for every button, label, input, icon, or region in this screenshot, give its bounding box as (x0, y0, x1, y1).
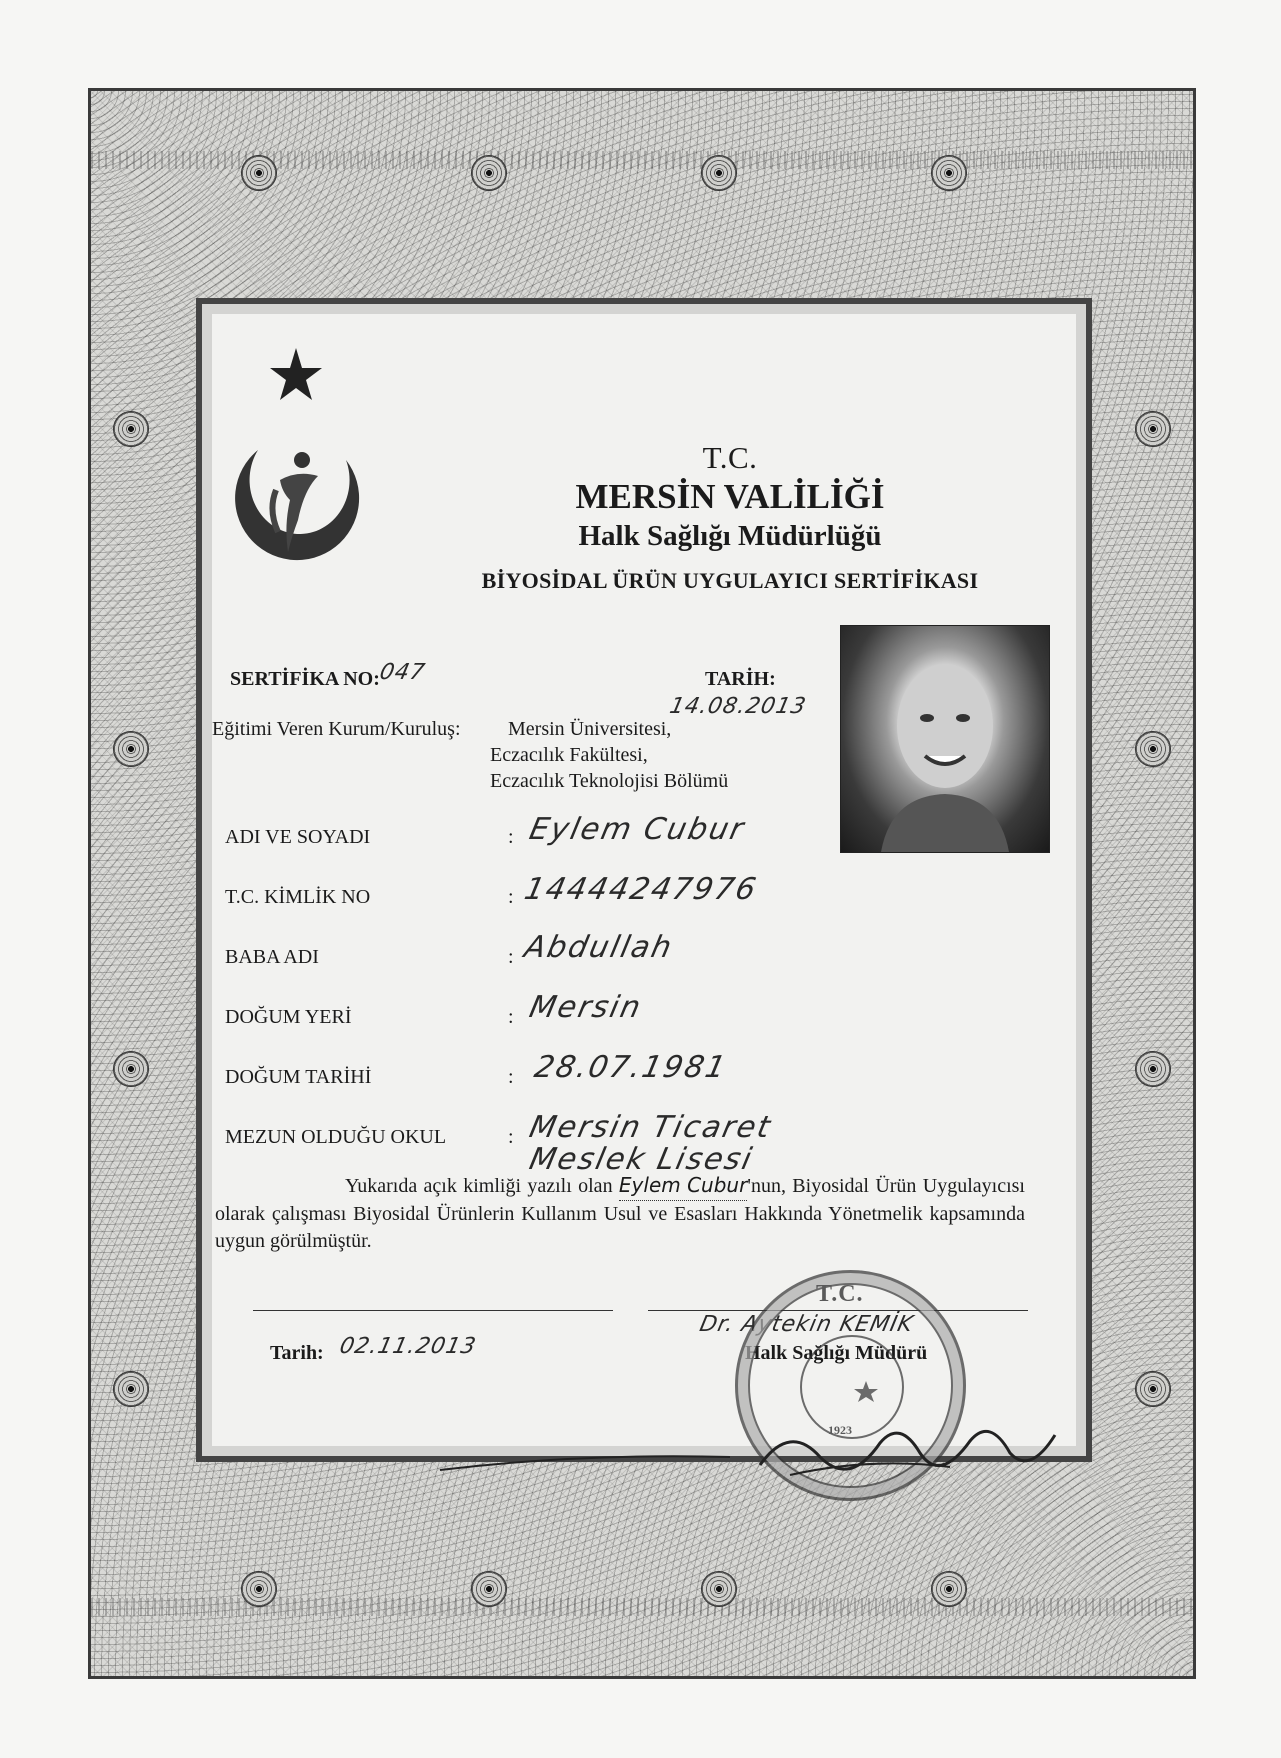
signature-line-left (253, 1310, 613, 1311)
declaration-part2: 'nun, Biyosidal Ürün Uygulayıcısı olarak çalışması Biyosidal Ürünlerin Kullanım Usul ve Esasları Hakkında Yönetmelik kapsamında uygun görülmüştür. (215, 1175, 1025, 1252)
field-label-birthdate: DOĞUM TARİHİ (225, 1066, 372, 1088)
stamp-year: 1923 (828, 1423, 852, 1437)
declaration-part1: Yukarıda açık kimliği yazılı olan (345, 1175, 613, 1197)
frame-rosette (1135, 731, 1171, 767)
footer-date-value: 02.11.2013 (337, 1334, 479, 1359)
field-value-birthplace: Mersin (526, 990, 646, 1025)
institution-line2: Eczacılık Fakültesi, (490, 744, 648, 766)
field-label-father: BABA ADI (225, 946, 319, 968)
frame-rosette (701, 1571, 737, 1607)
field-value-school-line2: Meslek Lisesi (526, 1142, 757, 1177)
certificate-title: BİYOSİDAL ÜRÜN UYGULAYICI SERTİFİKASI (481, 568, 979, 593)
field-value-birthdate: 28.07.1981 (531, 1050, 731, 1085)
frame-rosette (241, 1571, 277, 1607)
institution-line1: Mersin Üniversitesi, (508, 718, 672, 740)
field-colon: : (508, 946, 514, 968)
frame-rosette (931, 155, 967, 191)
frame-rosette (113, 411, 149, 447)
field-label-school: MEZUN OLDUĞU OKUL (225, 1126, 447, 1148)
frame-rosette (1135, 1051, 1171, 1087)
field-label-birthplace: DOĞUM YERİ (225, 1006, 352, 1028)
frame-rosette (241, 155, 277, 191)
institution-line3: Eczacılık Teknolojisi Bölümü (490, 770, 729, 792)
certificate-no-label: SERTİFİKA NO: (230, 668, 380, 690)
certificate-no-value: 047 (377, 660, 428, 685)
date-value: 14.08.2013 (667, 694, 809, 719)
declaration-text (215, 1172, 1025, 1255)
field-label-name: ADI VE SOYADI (225, 826, 371, 848)
field-label-id: T.C. KİMLİK NO (225, 886, 371, 908)
frame-rosette (1135, 411, 1171, 447)
footer-date-label: Tarih: (270, 1342, 324, 1364)
header-tc: T.C. (702, 440, 758, 475)
field-value-name: Eylem Cubur (526, 812, 749, 847)
holder-photo (840, 625, 1050, 853)
frame-rosette (931, 1571, 967, 1607)
frame-rosette (113, 731, 149, 767)
frame-rosette (701, 155, 737, 191)
header-department: Halk Sağlığı Müdürlüğü (578, 520, 882, 552)
field-colon: : (508, 886, 514, 908)
frame-rosette (113, 1051, 149, 1087)
header (390, 440, 1070, 596)
institution-label: Eğitimi Veren Kurum/Kuruluş: (212, 718, 461, 740)
frame-rosette (471, 1571, 507, 1607)
field-colon: : (508, 1126, 514, 1148)
declaration-name: Eylem Cubur (619, 1172, 747, 1201)
stamp-top-text: T.C. (816, 1281, 864, 1307)
frame-rosette (113, 1371, 149, 1407)
field-value-school: Mersin Ticaret (526, 1110, 776, 1145)
field-colon: : (508, 826, 514, 848)
field-value-father: Abdullah (521, 930, 677, 965)
field-colon: : (508, 1066, 514, 1088)
ministry-emblem-icon (218, 340, 368, 580)
signatory-title: Halk Sağlığı Müdürü (745, 1342, 928, 1364)
header-governorship: MERSİN VALİLİĞİ (575, 477, 885, 516)
signatory-name: Dr. Aytekin KEMİK (697, 1312, 916, 1337)
date-label: TARİH: (705, 668, 776, 690)
frame-rosette (471, 155, 507, 191)
portrait-icon (841, 626, 1049, 852)
field-value-id: 14444247976 (521, 872, 761, 907)
frame-rosette (1135, 1371, 1171, 1407)
field-colon: : (508, 1006, 514, 1028)
signature-icon (430, 1395, 1070, 1505)
